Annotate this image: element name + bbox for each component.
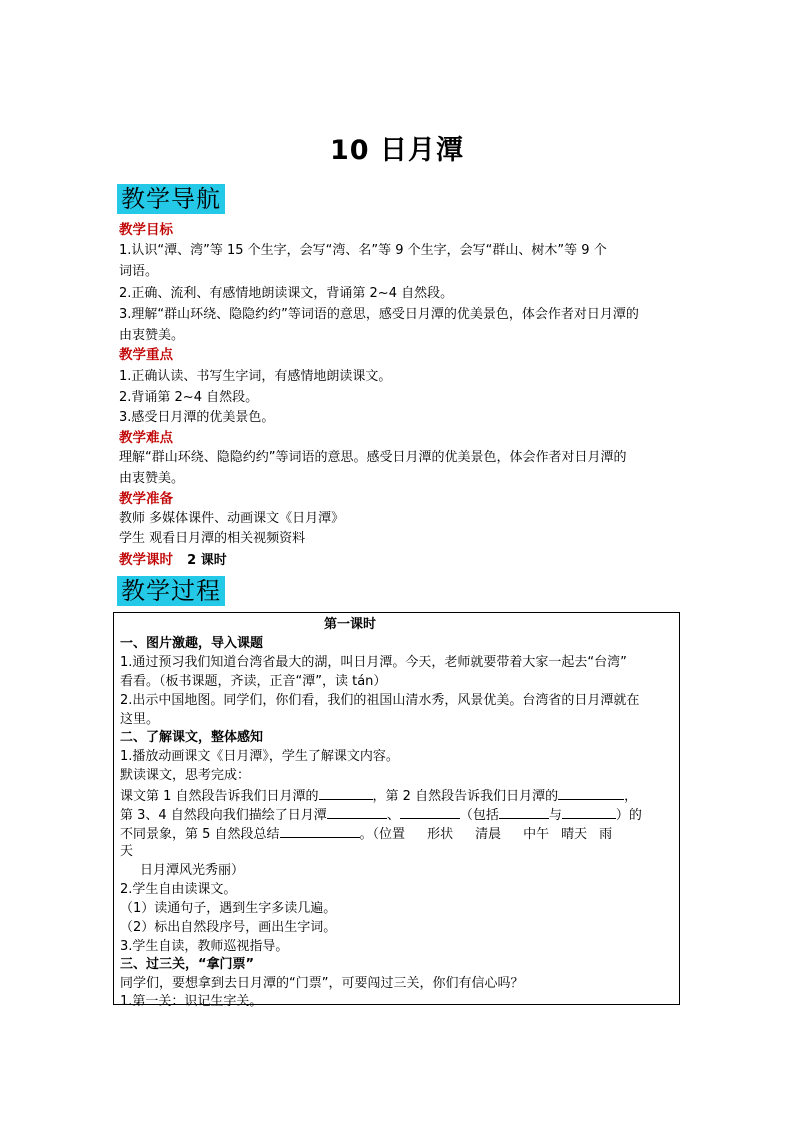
answer-blank[interactable] xyxy=(400,804,460,819)
class-hours-label: 教学课时 xyxy=(119,552,173,568)
answer-blank[interactable] xyxy=(558,785,624,800)
goal-item-1: 1.认识“潭、湾”等 15 个生字，会写“湾、名”等 9 个生字，会写“群山、树木”等 9 个 xyxy=(119,243,607,258)
class-hours-value: 2 课时 xyxy=(187,553,227,568)
goals-heading: 教学目标 xyxy=(119,222,173,238)
section-2-line-11: 3.学生自读，教师巡视指导。 xyxy=(120,939,289,954)
fill-blank-line-3 xyxy=(120,823,612,845)
preparation-student: 学生 观看日月潭的相关视频资料 xyxy=(119,531,306,546)
key-points-heading: 教学重点 xyxy=(119,347,173,363)
section-3-line-2: 1.第一关：识记生字关。 xyxy=(120,994,263,1009)
key-point-3: 3.感受日月潭的优美景色。 xyxy=(119,410,275,425)
difficulty-line-cont: 由衷赞美。 xyxy=(119,471,185,486)
fill-text: 课文第 1 自然段告诉我们日月潭的 xyxy=(120,789,319,804)
answer-blank[interactable] xyxy=(499,804,549,819)
difficulties-heading: 教学难点 xyxy=(119,430,173,446)
section-3-heading: 三、过三关，“拿门票” xyxy=(120,957,255,972)
goal-item-1-cont: 词语。 xyxy=(119,264,159,279)
goal-item-3-cont: 由衷赞美。 xyxy=(119,328,185,343)
key-point-2: 2.背诵第 2~4 自然段。 xyxy=(119,390,259,405)
fill-text: 第 3、4 自然段向我们描绘了日月潭 xyxy=(120,808,327,823)
option-word: 晴天 xyxy=(561,827,588,842)
option-word: 雨 xyxy=(599,827,613,842)
option-word: 清晨 xyxy=(475,827,502,842)
option-word: 中午 xyxy=(523,827,550,842)
section-2-heading: 二、了解课文，整体感知 xyxy=(120,730,264,745)
fill-text: ， xyxy=(624,789,638,804)
answer-blank[interactable] xyxy=(280,823,360,838)
answer-blank[interactable] xyxy=(319,785,373,800)
fill-text: 。（位置 xyxy=(359,827,406,842)
goal-item-2: 2.正确、流利、有感情地朗读课文，背诵第 2~4 自然段。 xyxy=(119,286,454,301)
fill-text: ）的 xyxy=(615,808,642,823)
section-1-heading: 一、图片激趣，导入课题 xyxy=(120,636,264,651)
key-point-1: 1.正确认读、书写生字词，有感情地朗读课文。 xyxy=(119,369,392,384)
answer-blank[interactable] xyxy=(327,804,387,819)
option-word-cont: 天 xyxy=(120,844,134,859)
fill-text: 不同景象，第 5 自然段总结 xyxy=(120,827,280,842)
section-2-line-2: 默读课文，思考完成： xyxy=(120,768,251,783)
section-1-line-4: 这里。 xyxy=(120,712,160,727)
teaching-navigation-banner: 教学导航 xyxy=(117,184,225,214)
section-1-line-1: 1.通过预习我们知道台湾省最大的湖，叫日月潭。今天，老师就要带着大家一起去“台湾” xyxy=(120,655,627,670)
preparation-teacher: 教师 多媒体课件、动画课文《日月潭》 xyxy=(119,511,345,526)
session-title: 第一课时 xyxy=(324,617,377,632)
section-1-line-3: 2.出示中国地图。同学们，你们看，我们的祖国山清水秀，风景优美。台湾省的日月潭就在 xyxy=(120,693,640,708)
goal-item-3: 3.理解“群山环绕、隐隐约约”等词语的意思，感受日月潭的优美景色，体会作者对日月潭的 xyxy=(119,307,639,322)
lesson-plan-box xyxy=(113,612,680,1009)
section-2-line-9: （1）读通句子，遇到生字多读几遍。 xyxy=(120,901,337,916)
page-title: 10 日月潭 xyxy=(330,135,464,166)
section-2-line-1: 1.播放动画课文《日月潭》，学生了解课文内容。 xyxy=(120,749,399,764)
fill-text: （包括 xyxy=(459,808,499,823)
fill-text: 与 xyxy=(548,808,562,823)
section-2-line-10: （2）标出自然段序号，画出生字词。 xyxy=(120,920,337,935)
class-hours xyxy=(119,550,227,571)
section-2-line-8: 2.学生自由读课文。 xyxy=(120,882,237,897)
difficulty-line: 理解“群山环绕、隐隐约约”等词语的意思。感受日月潭的优美景色，体会作者对日月潭的 xyxy=(119,450,627,465)
teaching-process-banner: 教学过程 xyxy=(117,576,225,606)
answer-blank[interactable] xyxy=(562,804,616,819)
section-3-line-1: 同学们，要想拿到去日月潭的“门票”，可要闯过三关，你们有信心吗？ xyxy=(120,976,524,991)
option-word: 形状 xyxy=(427,827,454,842)
fill-text: ，第 2 自然段告诉我们日月潭的 xyxy=(372,789,559,804)
section-1-line-2: 看看。（板书课题，齐读，正音“潭”，读 tán） xyxy=(120,674,387,689)
fill-text: 、 xyxy=(386,808,400,823)
option-word-last: 日月潭风光秀丽） xyxy=(140,863,245,878)
preparation-heading: 教学准备 xyxy=(119,491,173,507)
